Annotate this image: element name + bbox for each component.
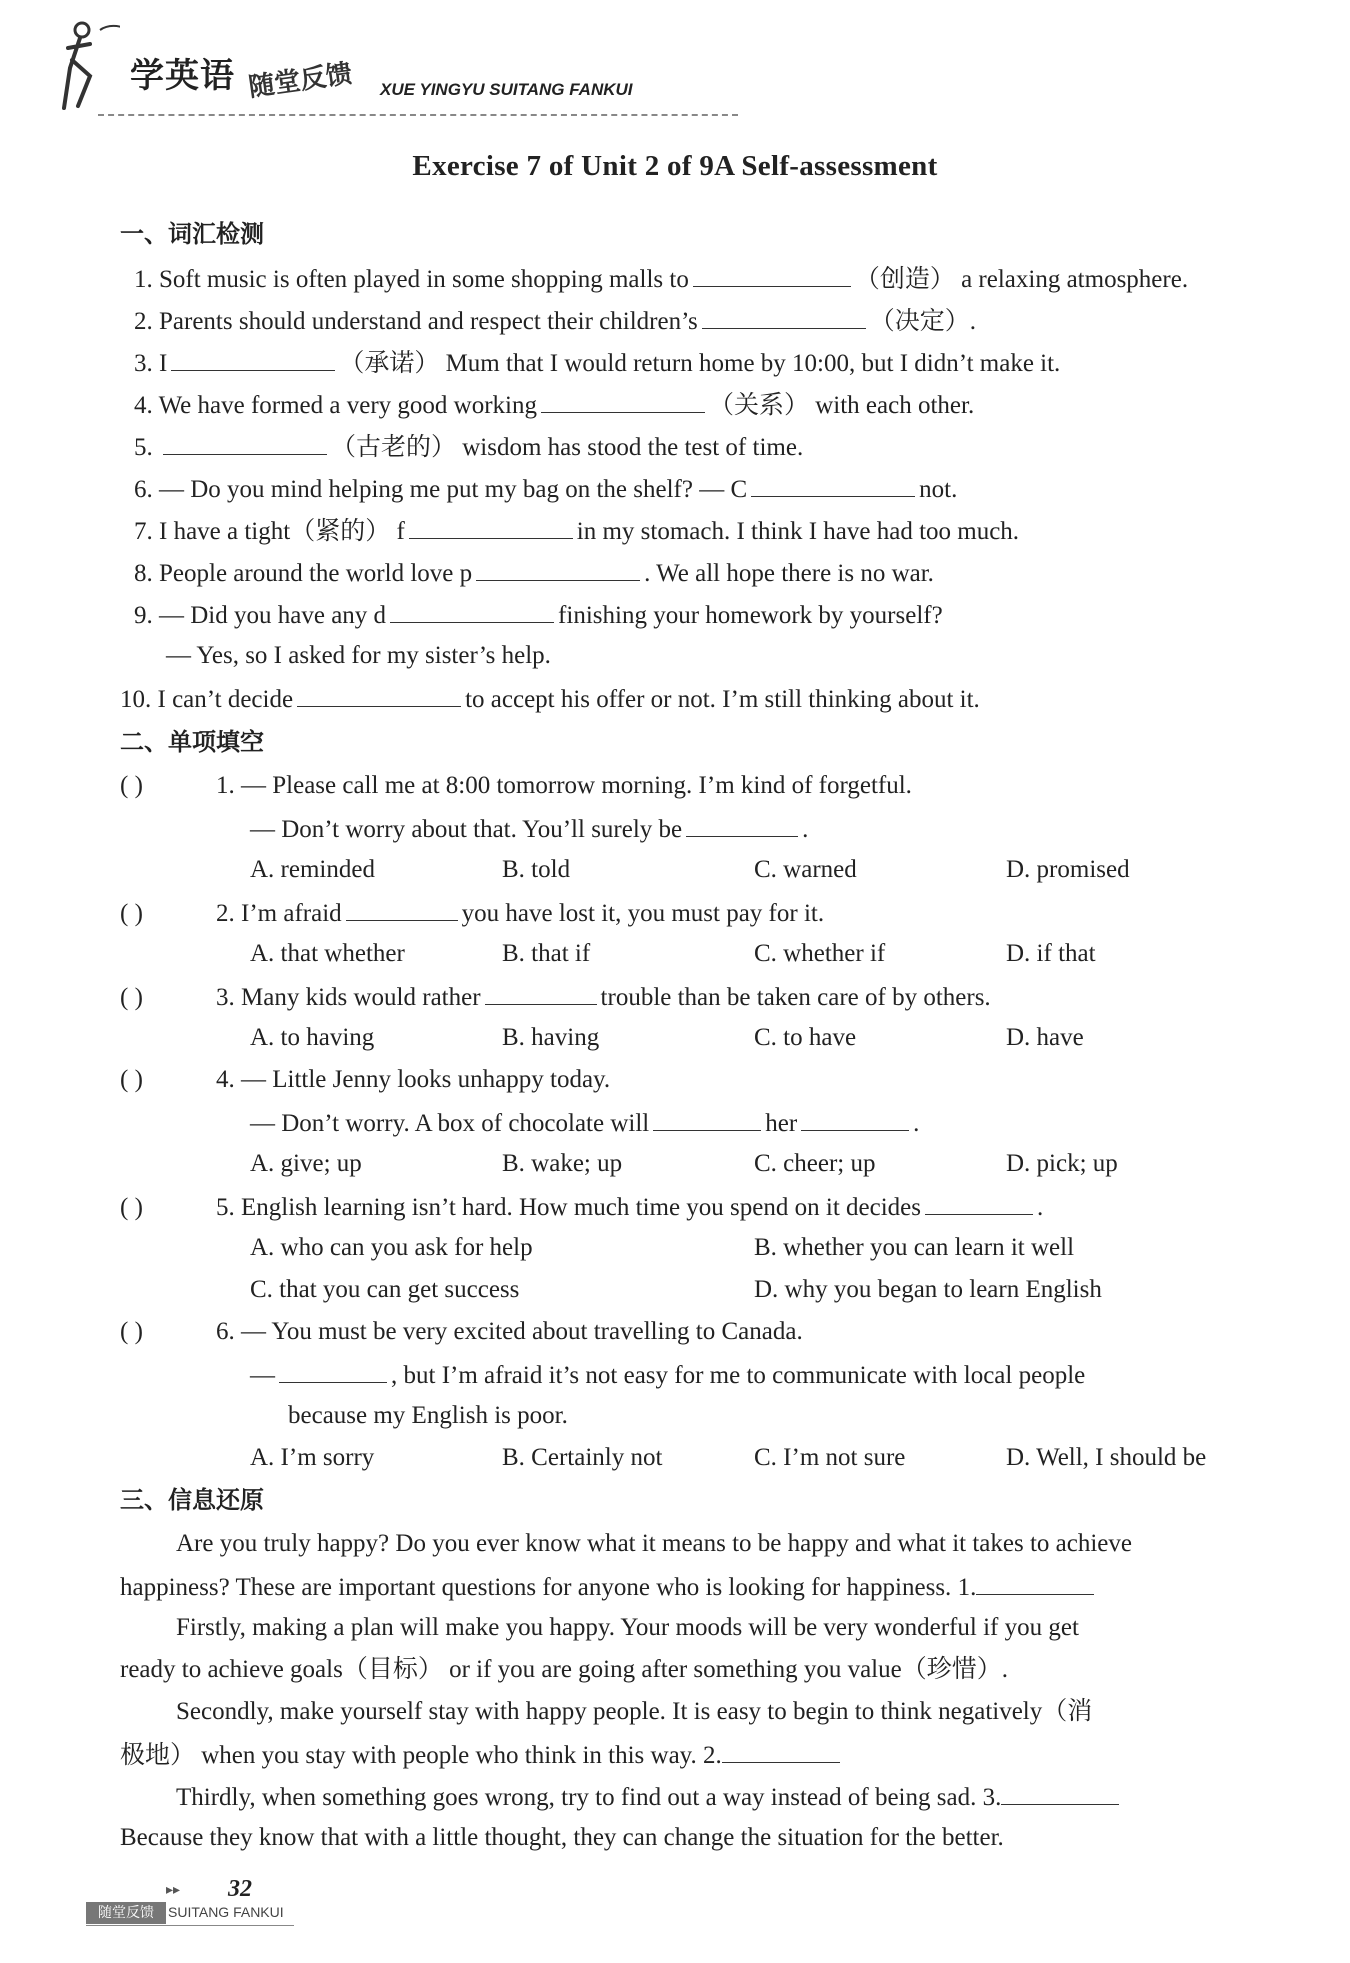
option-a[interactable]: A. that whether: [250, 940, 405, 967]
option-b[interactable]: B. wake; up: [502, 1150, 623, 1177]
answer-blank-1[interactable]: [976, 1570, 1094, 1595]
answer-blank[interactable]: [541, 388, 705, 413]
answer-blank[interactable]: [702, 304, 866, 329]
passage-line: Because they know that with a little thought, they can change the situation for the better.: [120, 1824, 1004, 1851]
answer-blank[interactable]: [390, 598, 554, 623]
runner-logo-icon: [60, 20, 120, 110]
answer-blank-2[interactable]: [722, 1738, 840, 1763]
option-d[interactable]: D. Well, I should be: [1006, 1444, 1207, 1471]
mc-question-1-line2: — Don’t worry about that. You’ll surely be .: [250, 812, 808, 846]
mc-question-6-line2: — , but I’m afraid it’s not easy for me to communicate with local people: [250, 1358, 1085, 1392]
answer-blank-3[interactable]: [1001, 1780, 1119, 1805]
answer-paren[interactable]: ( ): [120, 772, 143, 799]
option-c[interactable]: C. whether if: [754, 940, 886, 967]
vocab-item-4: 4. We have formed a very good working （关系） with each other.: [134, 388, 974, 422]
option-c[interactable]: C. that you can get success: [250, 1276, 520, 1303]
answer-blank[interactable]: [653, 1106, 761, 1131]
answer-paren[interactable]: ( ): [120, 984, 143, 1011]
option-b[interactable]: B. told: [502, 856, 571, 883]
page-number: 32: [228, 1876, 252, 1902]
header-title-en: XUE YINGYU SUITANG FANKUI: [380, 80, 633, 99]
footer-subtitle: SUITANG FANKUI: [168, 1904, 284, 1920]
page-title: Exercise 7 of Unit 2 of 9A Self-assessment: [412, 150, 938, 182]
answer-blank[interactable]: [163, 430, 327, 455]
answer-paren[interactable]: ( ): [120, 900, 143, 927]
passage-line: ready to achieve goals（目标） or if you are going after something you value（珍惜）.: [120, 1656, 1008, 1683]
vocab-item-8: 8. People around the world love p . We all hope there is no war.: [134, 556, 934, 590]
answer-blank[interactable]: [476, 556, 640, 581]
option-b[interactable]: B. having: [502, 1024, 600, 1051]
vocab-item-1: 1. Soft music is often played in some shopping malls to （创造） a relaxing atmosphere.: [134, 262, 1188, 296]
option-b[interactable]: B. Certainly not: [502, 1444, 663, 1471]
answer-blank[interactable]: [686, 812, 798, 837]
answer-blank[interactable]: [485, 980, 597, 1005]
vocab-item-9: 9. — Did you have any d finishing your homework by yourself?: [134, 598, 943, 632]
answer-blank[interactable]: [279, 1358, 387, 1383]
option-d[interactable]: D. have: [1006, 1024, 1084, 1051]
passage-line: happiness? These are important questions for anyone who is looking for happiness. 1.: [120, 1570, 1098, 1604]
answer-paren[interactable]: ( ): [120, 1318, 143, 1345]
answer-paren[interactable]: ( ): [120, 1194, 143, 1221]
option-a[interactable]: A. to having: [250, 1024, 375, 1051]
vocab-item-5: 5. （古老的） wisdom has stood the test of time.: [134, 430, 803, 464]
vocab-item-6: 6. — Do you mind helping me put my bag on the shelf? — C not.: [134, 472, 957, 506]
passage-line: Secondly, make yourself stay with happy people. It is easy to begin to think negatively（消: [176, 1698, 1093, 1725]
mc-question-1: ( ) 1. — Please call me at 8:00 tomorrow morning. I’m kind of forgetful.: [120, 770, 912, 802]
option-d[interactable]: D. why you began to learn English: [754, 1276, 1102, 1303]
answer-paren[interactable]: ( ): [120, 1066, 143, 1093]
footer-badge: 随堂反馈: [86, 1902, 166, 1924]
answer-blank[interactable]: [693, 262, 851, 287]
passage-line: 极地） when you stay with people who think in this way. 2.: [120, 1738, 844, 1772]
mc-question-4: ( ) 4. — Little Jenny looks unhappy today.: [120, 1064, 610, 1096]
passage-line: Are you truly happy? Do you ever know what it means to be happy and what it takes to achieve: [176, 1530, 1132, 1557]
mc-question-2: ( ) 2. I’m afraid you have lost it, you must pay for it.: [120, 896, 824, 930]
vocab-item-2: 2. Parents should understand and respect their children’s （决定）.: [134, 304, 976, 338]
option-d[interactable]: D. promised: [1006, 856, 1130, 883]
section1-heading: 一、词汇检测: [120, 220, 264, 248]
option-b[interactable]: B. that if: [502, 940, 591, 967]
answer-blank[interactable]: [171, 346, 335, 371]
mc-question-5: ( ) 5. English learning isn’t hard. How much time you spend on it decides .: [120, 1190, 1043, 1224]
header-title-cn: 学英语: [130, 56, 235, 96]
option-d[interactable]: D. if that: [1006, 940, 1096, 967]
vocab-item-9-response: — Yes, so I asked for my sister’s help.: [166, 642, 551, 669]
passage-line: Firstly, making a plan will make you happy. Your moods will be very wonderful if you get: [176, 1614, 1079, 1641]
footer-divider: [86, 1925, 294, 1926]
section3-heading: 三、信息还原: [120, 1486, 264, 1514]
answer-blank[interactable]: [925, 1190, 1033, 1215]
option-a[interactable]: A. who can you ask for help: [250, 1234, 533, 1261]
page-header: [60, 14, 680, 114]
option-c[interactable]: C. warned: [754, 856, 857, 883]
option-c[interactable]: C. to have: [754, 1024, 857, 1051]
vocab-item-3: 3. I （承诺） Mum that I would return home by 10:00, but I didn’t make it.: [134, 346, 1060, 380]
option-c[interactable]: C. cheer; up: [754, 1150, 876, 1177]
header-subtitle-cn: 随堂反馈: [246, 58, 354, 104]
header-divider: [98, 114, 738, 116]
mc-question-6-line3: because my English is poor.: [288, 1402, 568, 1429]
answer-blank[interactable]: [346, 896, 458, 921]
answer-blank[interactable]: [801, 1106, 909, 1131]
option-a[interactable]: A. give; up: [250, 1150, 362, 1177]
option-a[interactable]: A. reminded: [250, 856, 375, 883]
mc-question-4-line2: — Don’t worry. A box of chocolate will her .: [250, 1106, 919, 1140]
vocab-item-10: 10. I can’t decide to accept his offer or not. I’m still thinking about it.: [120, 682, 980, 716]
vocab-item-7: 7. I have a tight（紧的） f in my stomach. I think I have had too much.: [134, 514, 1019, 548]
answer-blank[interactable]: [751, 472, 915, 497]
option-a[interactable]: A. I’m sorry: [250, 1444, 375, 1471]
mc-question-3: ( ) 3. Many kids would rather trouble than be taken care of by others.: [120, 980, 991, 1014]
section2-heading: 二、单项填空: [120, 728, 264, 756]
passage-line: Thirdly, when something goes wrong, try to find out a way instead of being sad. 3.: [176, 1780, 1123, 1814]
answer-blank[interactable]: [297, 682, 461, 707]
answer-blank[interactable]: [409, 514, 573, 539]
option-d[interactable]: D. pick; up: [1006, 1150, 1118, 1177]
mc-question-6: ( ) 6. — You must be very excited about travelling to Canada.: [120, 1316, 803, 1348]
option-c[interactable]: C. I’m not sure: [754, 1444, 906, 1471]
option-b[interactable]: B. whether you can learn it well: [754, 1234, 1075, 1261]
page-arrow-icon: ▸▸: [166, 1882, 181, 1898]
